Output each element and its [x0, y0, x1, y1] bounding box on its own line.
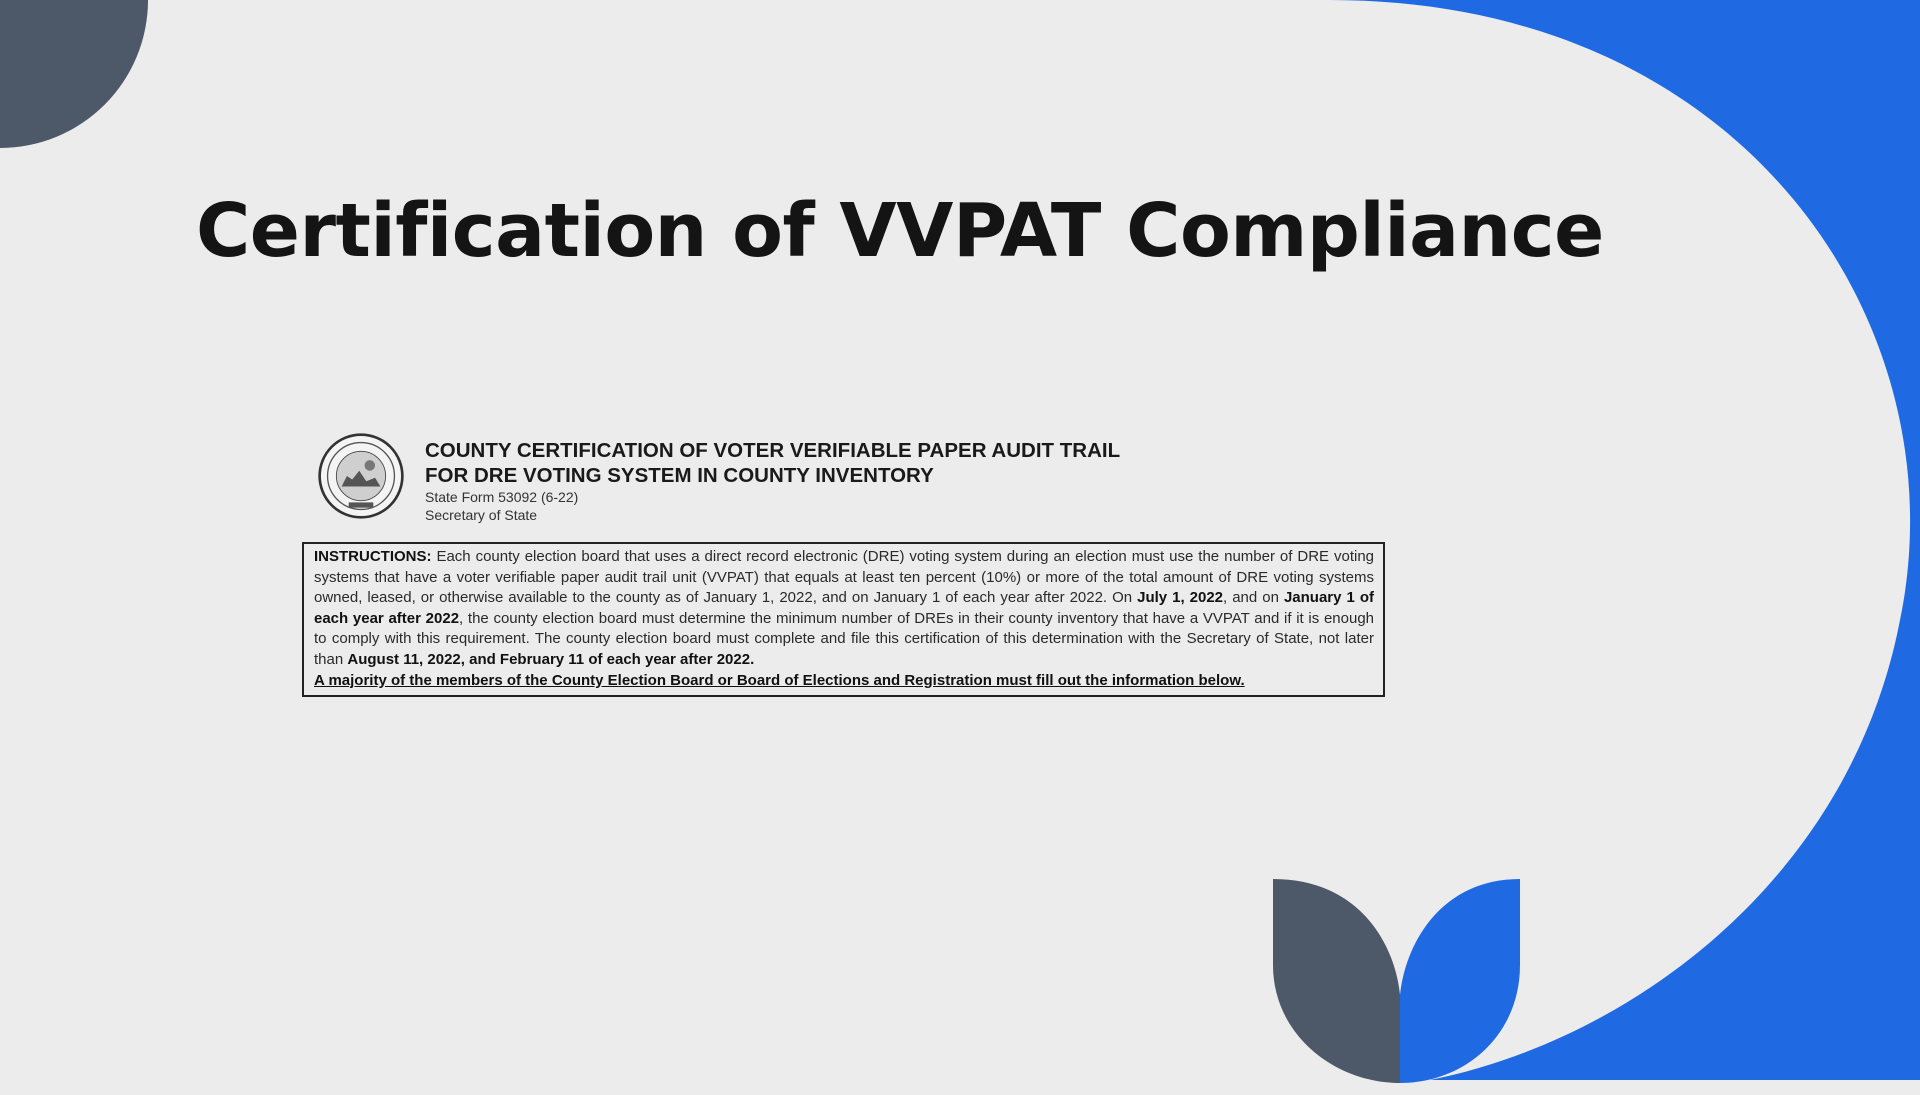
instructions-date-2: January 1 of each year after 2022	[314, 589, 1374, 627]
instructions-date-1: July 1, 2022	[1137, 589, 1224, 607]
instructions-text-3: , the county election board must determine the minimum number of DREs in their county inventory that have a VVPAT and if it is enough to comply with this requirement. The county election board must complete and file this certification of this determination with the Secretary of State, not later than	[314, 609, 1374, 668]
corner-circle-shape	[0, 0, 160, 160]
form-header	[302, 432, 1382, 528]
instructions-box	[302, 542, 1385, 697]
instructions-deadline: August 11, 2022, and February 11 of each year after 2022.	[347, 650, 755, 668]
form-meta	[425, 488, 578, 524]
state-seal-icon	[317, 432, 405, 520]
instructions-note: A majority of the members of the County Election Board or Board of Elections and Registration must fill out the information below.	[314, 671, 1245, 689]
form-heading-line-1: COUNTY CERTIFICATION OF VOTER VERIFIABLE PAPER AUDIT TRAIL	[425, 439, 1121, 462]
form-heading	[425, 438, 1120, 488]
form-excerpt	[302, 432, 1382, 689]
instructions-text-2: , and on	[1223, 589, 1284, 607]
form-agency: Secretary of State	[425, 507, 538, 523]
instructions-label: INSTRUCTIONS:	[314, 548, 432, 565]
form-heading-line-2: FOR DRE VOTING SYSTEM IN COUNTY INVENTORY	[425, 464, 934, 487]
slide-title: Certification of VVPAT Compliance	[196, 188, 1604, 274]
instructions-text-1: Each county election board that uses a direct record electronic (DRE) voting system during an election must use the number of DRE voting systems that have a voter verifiable paper audit trail unit (VVPAT) that equals at least ten percent (10%) or more of the total amount of DRE voting systems owned, leased, or otherwise available to the county as of January 1, 2022, and on January 1 of each year after 2022. On	[314, 548, 1374, 607]
form-number: State Form 53092 (6-22)	[425, 489, 579, 505]
leaf-logo-icon	[1265, 875, 1535, 1095]
